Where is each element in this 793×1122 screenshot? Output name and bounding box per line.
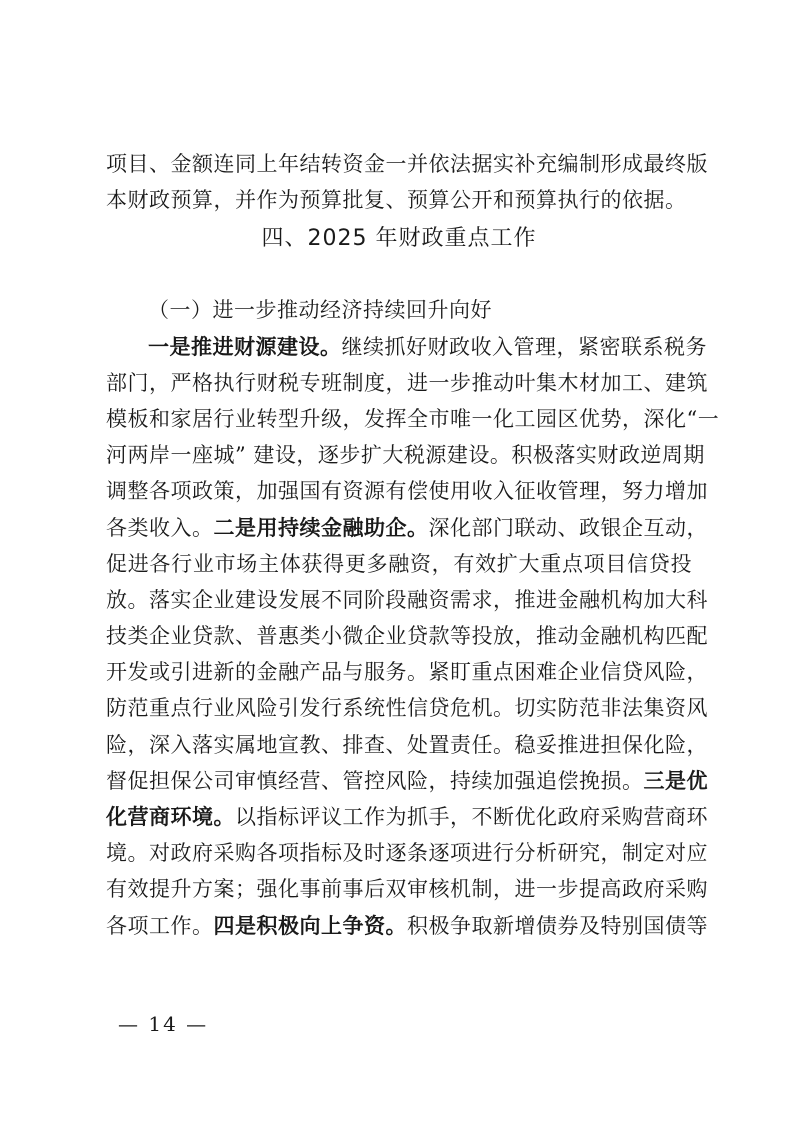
page-number: — 14 — — [118, 1012, 209, 1036]
paragraph-line — [106, 437, 705, 473]
bold-lead: 化营商环境。 — [106, 805, 235, 829]
text-span: 各项工作。 — [106, 913, 214, 938]
text-span: 境。对政府采购各项指标及时逐条逐项进行分析研究，制定对应 — [106, 841, 708, 866]
text-span: 本财政预算，并作为预算批复、预算公开和预算执行的依据。 — [106, 188, 687, 213]
paragraph-line — [106, 582, 708, 618]
paragraph-line — [106, 799, 708, 835]
text-span: 继续抓好财政收入管理，紧密联系税务 — [341, 334, 707, 359]
text-span: 积极争取新增债券及特别国债等 — [407, 913, 708, 938]
paragraph-line — [106, 546, 692, 582]
text-span: 河两岸一座城” 建设，逐步扩大税源建设。积极落实财政逆周期 — [106, 443, 705, 468]
section-title: 四、2025 年财政重点工作 — [261, 226, 537, 252]
paragraph-line — [106, 654, 708, 690]
text-span: 促进各行业市场主体获得更多融资，有效扩大重点项目信贷投 — [106, 551, 692, 576]
paragraph-line — [106, 510, 708, 546]
bold-lead: 一是推进财源建设。 — [148, 334, 342, 359]
text-span: 险，深入落实属地宣教、排查、处置责任。稳妥推进担保化险， — [106, 732, 708, 757]
paragraph-line — [106, 763, 708, 799]
text-span: 开发或引进新的金融产品与服务。紧盯重点困难企业信贷风险， — [106, 660, 708, 685]
subsection-title: （一）进一步推动经济持续回升向好 — [148, 298, 492, 323]
text-span: 以指标评议工作为抓手，不断优化政府采购营商环 — [235, 805, 708, 829]
paragraph-line — [106, 401, 720, 437]
paragraph-line — [106, 365, 708, 401]
text-span: 模板和家居行业转型升级，发挥全市唯一化工园区优势，深化“一 — [106, 406, 720, 431]
text-span: 督促担保公司审慎经营、管控风险，持续加强追偿挽损。 — [106, 768, 644, 793]
text-span: 各类收入。 — [106, 515, 214, 540]
paragraph-line — [106, 473, 708, 509]
text-span: 部门，严格执行财税专班制度，进一步推动叶集木材加工、建筑 — [106, 370, 708, 395]
paragraph-line — [106, 690, 708, 726]
bold-lead: 二是用持续金融助企。 — [213, 515, 429, 540]
paragraph-line — [106, 618, 708, 654]
paragraph-line — [106, 727, 708, 763]
paragraph-line — [106, 182, 692, 218]
paragraph-line — [106, 871, 708, 907]
text-span: 项目、金额连同上年结转资金一并依法据实补充编制形成最终版 — [106, 152, 708, 176]
text-span: 防范重点行业风险引发行系统性信贷危机。切实防范非法集资风 — [106, 696, 708, 721]
text-span: 技类企业贷款、普惠类小微企业贷款等投放，推动金融机构匹配 — [106, 624, 708, 649]
page-content — [106, 146, 720, 944]
bold-lead: 四是积极向上争资。 — [213, 913, 407, 938]
paragraph-line — [106, 835, 708, 871]
text-span: 放。落实企业建设发展不同阶段融资需求，推进金融机构加大科 — [106, 587, 708, 612]
paragraph-line — [106, 146, 708, 182]
text-span: 有效提升方案；强化事前事后双审核机制，进一步提高政府采购 — [106, 877, 708, 902]
text-span: 深化部门联动、政银企互动， — [428, 515, 708, 540]
paragraph-line — [106, 329, 707, 365]
paragraph-line — [106, 908, 708, 944]
bold-lead: 三是优 — [643, 768, 708, 793]
text-span: 调整各项政策，加强国有资源有偿使用收入征收管理，努力增加 — [106, 479, 708, 504]
